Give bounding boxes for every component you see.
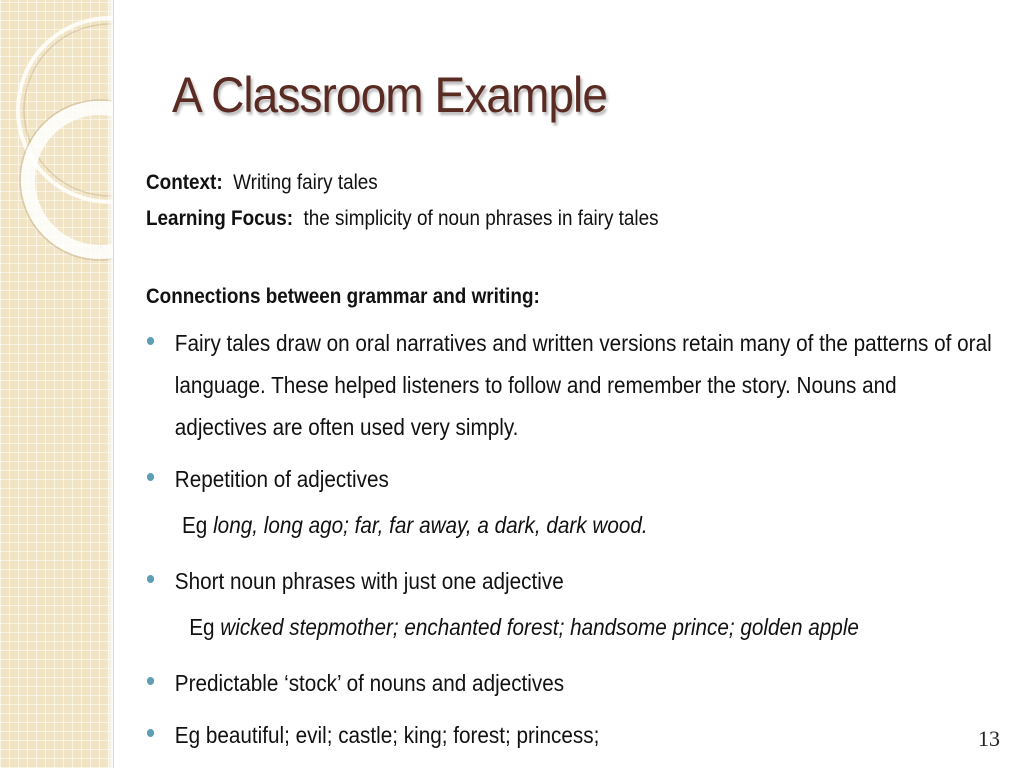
learning-focus-line [146,204,659,234]
bullet-text: Repetition of adjectives [174,466,389,492]
bullet-icon [147,677,154,685]
example-text: long, long ago; far, far away, a dark, dark wood. [213,512,648,538]
decorative-rings [0,0,113,300]
context-value: Writing fairy tales [233,171,378,194]
example-line [189,612,859,642]
side-divider [113,0,114,768]
example-line [182,510,648,540]
example-prefix: Eg [189,614,215,640]
slide-title: A Classroom Example [172,67,608,123]
bullet-text: Fairy tales draw on oral narratives and written versions retain many of the patterns of oral language. These helped listeners to follow and remember the story. Nouns and adjectives are often used very simply. [174,330,992,440]
learning-focus-value: the simplicity of noun phrases in fairy tales [303,207,659,230]
example-prefix: Eg [182,512,208,538]
context-label: Context: [146,171,223,194]
bullet-icon [147,729,154,737]
page-number: 13 [978,726,1000,751]
learning-focus-label: Learning Focus: [146,207,294,230]
bullet-icon [147,473,154,481]
bullet-text: Short noun phrases with just one adjective [174,568,564,594]
bullet-text: Predictable ‘stock’ of nouns and adjectives [174,670,565,696]
bullet-text: Eg beautiful; evil; castle; king; forest; princess; [174,722,600,748]
context-line [146,168,378,198]
bullet-icon [147,575,154,583]
bullet-icon [147,337,154,345]
decorative-side-panel [0,0,113,768]
example-text: wicked stepmother; enchanted forest; handsome prince; golden apple [220,614,859,640]
connections-heading: Connections between grammar and writing: [146,285,540,308]
